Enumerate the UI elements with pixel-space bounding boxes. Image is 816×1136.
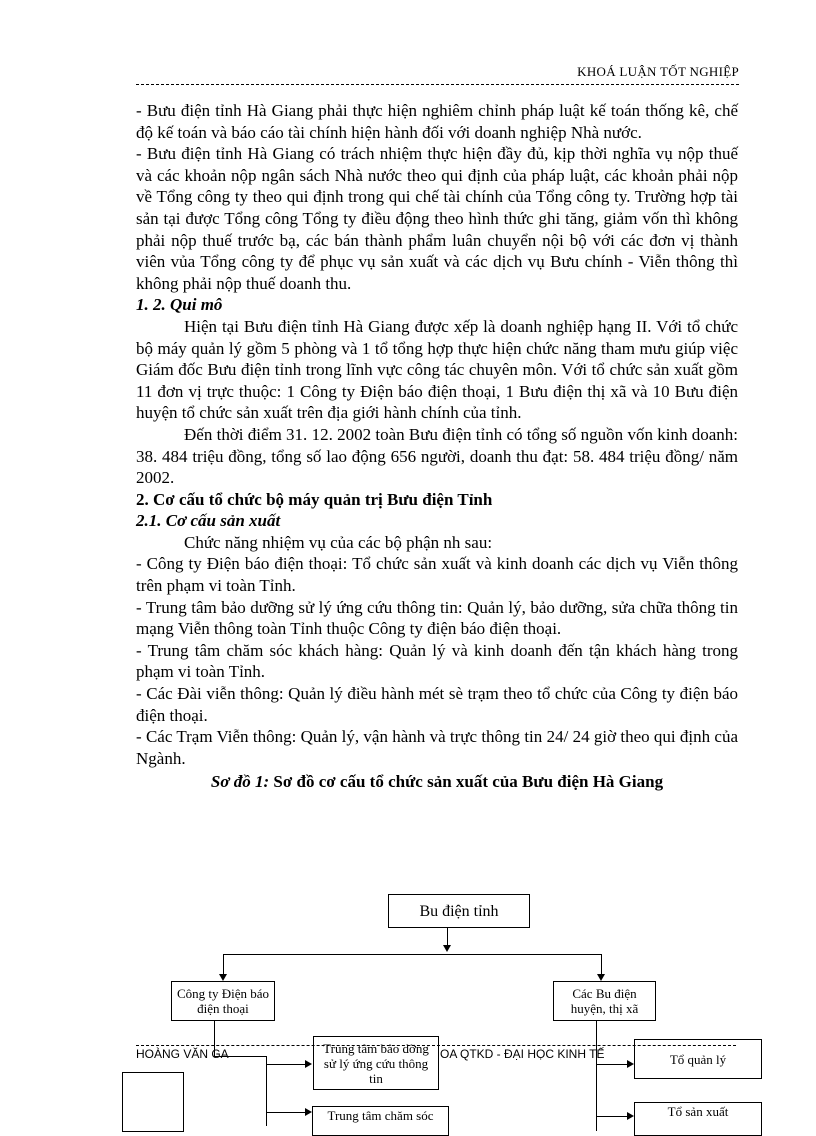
org-node-company: Công ty Điện báo điện thoại (171, 981, 275, 1021)
org-node-maintenance-center: Trung tâm bảo dỡng sử lý ứng cứu thông tin (313, 1036, 439, 1090)
paragraph: - Các Trạm Viễn thông: Quản lý, vận hành và trực thông tin 24/ 24 giờ theo qui định của Ngành. (136, 727, 738, 768)
footer-author: HOÀNG VĂN GA (136, 1047, 229, 1061)
paragraph: Đến thời điểm 31. 12. 2002 toàn Bưu điện tỉnh có tổng số nguồn vốn kinh doanh: 38. 484 triệu đồng, tổng số lao động 656 người, doanh thu đạt: 58. 484 triệu đồng/ năm 2002. (136, 424, 738, 488)
caption-label: Sơ đồ 1: (210, 772, 270, 792)
header-title: KHOÁ LUẬN TỐT NGHIỆP (577, 64, 739, 79)
org-node-district: Các Bu điện huyện, thị xã (553, 981, 656, 1021)
connector-line (223, 954, 224, 976)
connector-line (596, 1064, 628, 1065)
section-heading: 1. 2. Qui mô (136, 295, 223, 315)
arrow-right-icon (305, 1108, 312, 1116)
paragraph: - Công ty Điện báo điện thoại: Tổ chức sản xuất và kinh doanh các dịch vụ Viễn thông trên phạm vi toàn Tỉnh. (136, 554, 738, 596)
arrow-right-icon (627, 1060, 634, 1068)
connector-line (601, 954, 602, 976)
paragraph: - Bưu điện tỉnh Hà Giang có trách nhiệm thực hiện đầy đủ, kịp thời nghĩa vụ nộp thuế và các khoản nộp ngân sách Nhà nước theo qui định của pháp luật, các khoản phải nộp về Tổng công ty theo qui định trong qui chế tài chính của Tổng công ty. Trường hợp tài sản tại được Tổng công Tổng ty điều động theo hình thức ghi tăng, giảm vốn thì không phải nộp thuế trước bạ, các bán thành phẩm luân chuyển nội bộ với các đơn vị thành viên vủa Tổng công ty để phục vụ sản xuất và các dịch vụ Bưu chính - Viễn thông thì không phải nộp thuế doanh thu. (136, 144, 738, 293)
org-node-root: Bu điện tỉnh (388, 894, 530, 928)
paragraph: Chức năng nhiệm vụ của các bộ phận nh sau: (184, 532, 493, 552)
org-node-station (122, 1072, 184, 1132)
org-node-production-team: Tổ sản xuất (634, 1102, 762, 1136)
document-body (136, 100, 738, 793)
connector-line (596, 1021, 597, 1131)
paragraph: - Trung tâm chăm sóc khách hàng: Quản lý và kinh doanh đến tận khách hàng trong phạm vi toàn Tỉnh. (136, 640, 738, 682)
arrow-right-icon (627, 1112, 634, 1120)
arrow-down-icon (597, 974, 605, 981)
org-node-customer-center: Trung tâm chăm sóc (312, 1106, 449, 1136)
connector-line (266, 1064, 306, 1065)
arrow-down-icon (219, 974, 227, 981)
section-heading: 2. Cơ cấu tổ chức bộ máy quản trị Bưu điện Tỉnh (136, 489, 493, 509)
arrow-right-icon (305, 1060, 312, 1068)
org-node-management-team: Tổ quản lý (634, 1039, 762, 1079)
paragraph: - Các Đài viễn thông: Quản lý điều hành mét sè trạm theo tổ chức của Công ty điện báo điện thoại. (136, 684, 738, 725)
footer-divider (136, 1045, 736, 1046)
caption-text: Sơ đồ cơ cấu tổ chức sản xuất của Bưu điện Hà Giang (269, 772, 664, 792)
connector-line (223, 954, 601, 955)
diagram-caption (136, 771, 738, 793)
paragraph: - Trung tâm bảo dưỡng sử lý ứng cứu thông tin: Quản lý, bảo dưỡng, sửa chữa thông tin mạng Viễn thông toàn Tỉnh thuộc Công ty điện báo điện thoại. (136, 597, 738, 639)
arrow-down-icon (443, 945, 451, 952)
subsection-heading: 2.1. Cơ cấu sản xuất (136, 511, 281, 531)
paragraph: - Bưu điện tỉnh Hà Giang phải thực hiện nghiêm chỉnh pháp luật kế toán thống kê, chế độ kế toán và báo cáo tài chính hiện hành đối với doanh nghiệp Nhà nước. (136, 101, 738, 142)
connector-line (266, 1056, 267, 1126)
footer-faculty: OA QTKD - ĐẠI HỌC KINH TẾ (440, 1047, 605, 1061)
page-header (136, 64, 739, 85)
connector-line (596, 1116, 628, 1117)
connector-line (266, 1112, 306, 1113)
paragraph: Hiện tại Bưu điện tỉnh Hà Giang được xếp là doanh nghiệp hạng II. Với tổ chức bộ máy quản lý gồm 5 phòng và 1 tổ tổng hợp thực hiện chức năng tham mưu giúp việc Giám đốc Bưu điện tỉnh trong lĩnh vực công tác chuyên môn. Với tổ chức sản xuất gồm 11 đơn vị trực thuộc: 1 Công ty Điện báo điện thoại, 1 Bưu điện thị xã và 10 Bưu điện huyện tổ chức sản xuất trên địa giới hành chính của tỉnh. (136, 316, 738, 423)
